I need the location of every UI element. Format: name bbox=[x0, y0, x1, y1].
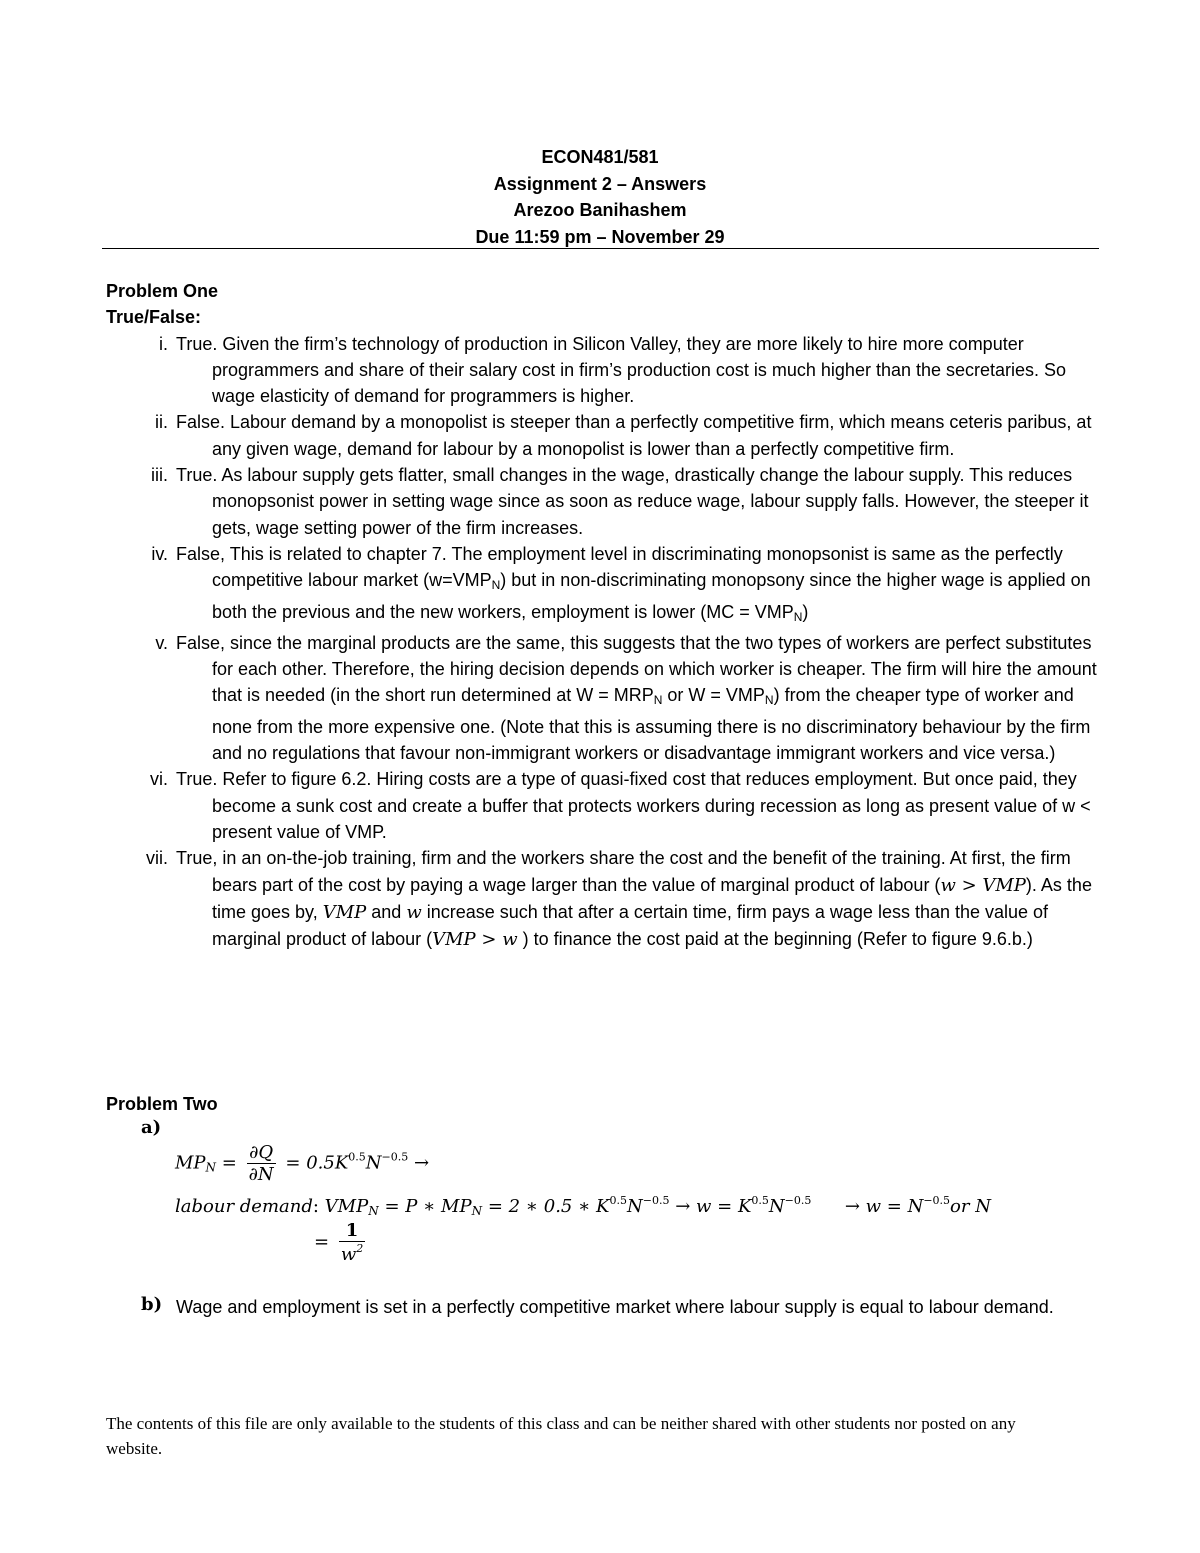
part-b-label: b) bbox=[141, 1294, 163, 1315]
item-text: or W = VMP bbox=[662, 685, 765, 706]
eq-fraction bbox=[247, 1142, 276, 1185]
item-number: vii. bbox=[146, 848, 168, 869]
eq-term: = 0.5K bbox=[285, 1152, 349, 1174]
eq-term: or N bbox=[950, 1196, 991, 1217]
eq-term: N bbox=[627, 1196, 643, 1217]
math-inline: w > VMP bbox=[940, 874, 1026, 896]
eq-arrow: → bbox=[413, 1152, 430, 1174]
list-item bbox=[106, 409, 1100, 462]
eq-term: VMP bbox=[324, 1196, 369, 1217]
eq-exponent: 0.5 bbox=[609, 1194, 627, 1207]
item-text: False, since the marginal products are the same, this suggests that the two types of workers are perfect substitutes for each other. Therefore, the hiring decision depends on which worker is cheaper. The firm will hire the amount that is needed (in the short run determined at W = MRP bbox=[176, 632, 1097, 706]
denominator-base: w bbox=[340, 1244, 357, 1265]
item-text: True. Refer to figure 6.2. Hiring costs are a type of quasi-fixed cost that reduces employment. But once paid, they become a sunk cost and create a buffer that protects workers during recession as long as present value of w < present value of VMP. bbox=[176, 769, 1091, 842]
eq-exponent: 0.5 bbox=[751, 1194, 769, 1207]
author-name: Arezoo Banihashem bbox=[513, 200, 687, 220]
math-inline: VMP bbox=[322, 901, 367, 923]
list-item bbox=[106, 845, 1100, 953]
fraction-denominator: ∂N bbox=[248, 1164, 274, 1185]
problem-one-title: Problem One bbox=[106, 281, 219, 301]
eq-term: = P ∗ MP bbox=[384, 1196, 472, 1217]
list-item bbox=[106, 462, 1100, 541]
subscript: N bbox=[653, 693, 663, 708]
item-number: iv. bbox=[151, 543, 168, 564]
footer-notice: The contents of this file are only available to the students of this class and can be neither shared with other students nor posted on any website. bbox=[106, 1414, 1016, 1458]
assignment-title: Assignment 2 – Answers bbox=[493, 173, 707, 194]
item-text: increase such that after a certain time, firm pays a wage less than the value of marginal product of labour ( bbox=[212, 901, 1049, 950]
item-text: ) from the cheaper type of worker and none from the more expensive one. (Note that this is assuming there is no discriminatory behaviour by the firm and no regulations that favour non-immigrant workers or disadvantage immigrant workers and vice versa.) bbox=[212, 685, 1091, 764]
item-text: ). As the time goes by, bbox=[212, 874, 1092, 922]
true-false-list bbox=[106, 331, 1100, 954]
fraction-numerator: ∂Q bbox=[249, 1142, 274, 1163]
course-code: ECON481/581 bbox=[541, 147, 659, 167]
eq-exponent: 0.5 bbox=[348, 1150, 366, 1164]
item-number: i. bbox=[159, 333, 168, 354]
item-text: False, This is related to chapter 7. The employment level in discriminating monopsonist is same as the perfectly competitive labour market (w=VMP bbox=[176, 543, 1063, 591]
subscript: N bbox=[793, 609, 803, 624]
list-item bbox=[106, 331, 1100, 410]
item-text: True. As labour supply gets flatter, small changes in the wage, drastically change the labour supply. This reduces monopsonist power in setting wage since as soon as reduce wage, labour supply falls. However, the steeper it gets, wage setting power of the firm increases. bbox=[176, 465, 1089, 538]
fraction-denominator bbox=[339, 1241, 365, 1265]
eq-exponent: −0.5 bbox=[381, 1150, 409, 1164]
math-inline: w bbox=[406, 901, 422, 923]
equation-marginal-product: $MP_N$ = $\frac{\partial Q}{\partial N}$ = $0.5K^{0.5}N^{-0.5}$ → bbox=[175, 1142, 430, 1185]
eq-exponent: −0.5 bbox=[923, 1194, 951, 1207]
subscript: N bbox=[491, 578, 501, 593]
eq-exponent: 2 bbox=[356, 1242, 364, 1255]
eq-subscript: N bbox=[368, 1204, 379, 1218]
eq-term: N bbox=[768, 1196, 785, 1217]
list-item bbox=[106, 541, 1100, 630]
problem-one-section bbox=[106, 278, 1100, 953]
eq-fraction bbox=[339, 1220, 365, 1265]
subscript: N bbox=[764, 693, 774, 708]
eq-term: = 2 ∗ 0.5 ∗ K bbox=[487, 1196, 610, 1217]
due-date: Due 11:59 pm – November 29 bbox=[475, 226, 725, 247]
item-text: ) bbox=[802, 601, 809, 622]
math-inline: VMP > w bbox=[432, 929, 518, 951]
equation-labour-demand: labour demand: $VMP_N = P$ ∗ $MP_N = 2$ ∗ 0.5 ∗ $K^{0.5}N^{-0.5} \to w = K^{0.5}N^{-0.5} \to w = N^{-0.5}or$ N bbox=[175, 1194, 991, 1218]
item-text: True. Given the firm’s technology of production in Silicon Valley, they are more likely to hire more computer programmers and share of their salary cost in firm’s production cost is much higher than the secretaries. So wage elasticity of demand for programmers is higher. bbox=[176, 333, 1067, 407]
list-item bbox=[106, 630, 1100, 766]
eq-term: → w = N bbox=[844, 1196, 924, 1217]
eq-subscript: N bbox=[471, 1204, 483, 1218]
item-number: iii. bbox=[151, 465, 168, 486]
item-text: True, in an on-the-job training, firm and the workers share the cost and the benefit of the training. At first, the firm bears part of the cost by paying a wage larger than the value of marginal product of labour ( bbox=[176, 848, 1071, 895]
item-number: vi. bbox=[150, 769, 168, 790]
equation-employment bbox=[314, 1220, 369, 1265]
eq-term: → w = K bbox=[675, 1196, 752, 1217]
problem-one-subtitle: True/False: bbox=[106, 307, 202, 328]
part-a-label: a) bbox=[141, 1117, 162, 1138]
eq-equals: = bbox=[314, 1231, 330, 1253]
eq-term: N bbox=[365, 1152, 382, 1174]
eq-exponent: −0.5 bbox=[642, 1194, 670, 1207]
item-text: and bbox=[366, 901, 407, 922]
eq-label: labour demand bbox=[175, 1196, 313, 1217]
eq-exponent: −0.5 bbox=[784, 1194, 812, 1207]
document-header bbox=[102, 144, 1098, 250]
eq-subscript: N bbox=[205, 1160, 217, 1175]
item-text: ) to finance the cost paid at the beginning (Refer to figure 9.6.b.) bbox=[517, 929, 1033, 950]
item-number: ii. bbox=[155, 412, 168, 433]
item-text: ) but in non-discriminating monopsony since the higher wage is applied on both the previous and the new workers, employment is lower (MC = VMP bbox=[212, 570, 1091, 622]
eq-term: MP bbox=[175, 1152, 206, 1174]
part-b-text: Wage and employment is set in a perfectly competitive market where labour supply is equal to labour demand. bbox=[176, 1297, 1054, 1317]
problem-two-title: Problem Two bbox=[106, 1094, 218, 1114]
item-number: v. bbox=[155, 632, 168, 653]
list-item bbox=[106, 766, 1100, 845]
header-divider bbox=[102, 248, 1099, 249]
fraction-numerator: 1 bbox=[345, 1220, 359, 1241]
item-text: False. Labour demand by a monopolist is steeper than a perfectly competitive firm, which means ceteris paribus, at any given wage, demand for labour by a monopolist is lower than a perfectly competitive firm. bbox=[176, 412, 1092, 459]
